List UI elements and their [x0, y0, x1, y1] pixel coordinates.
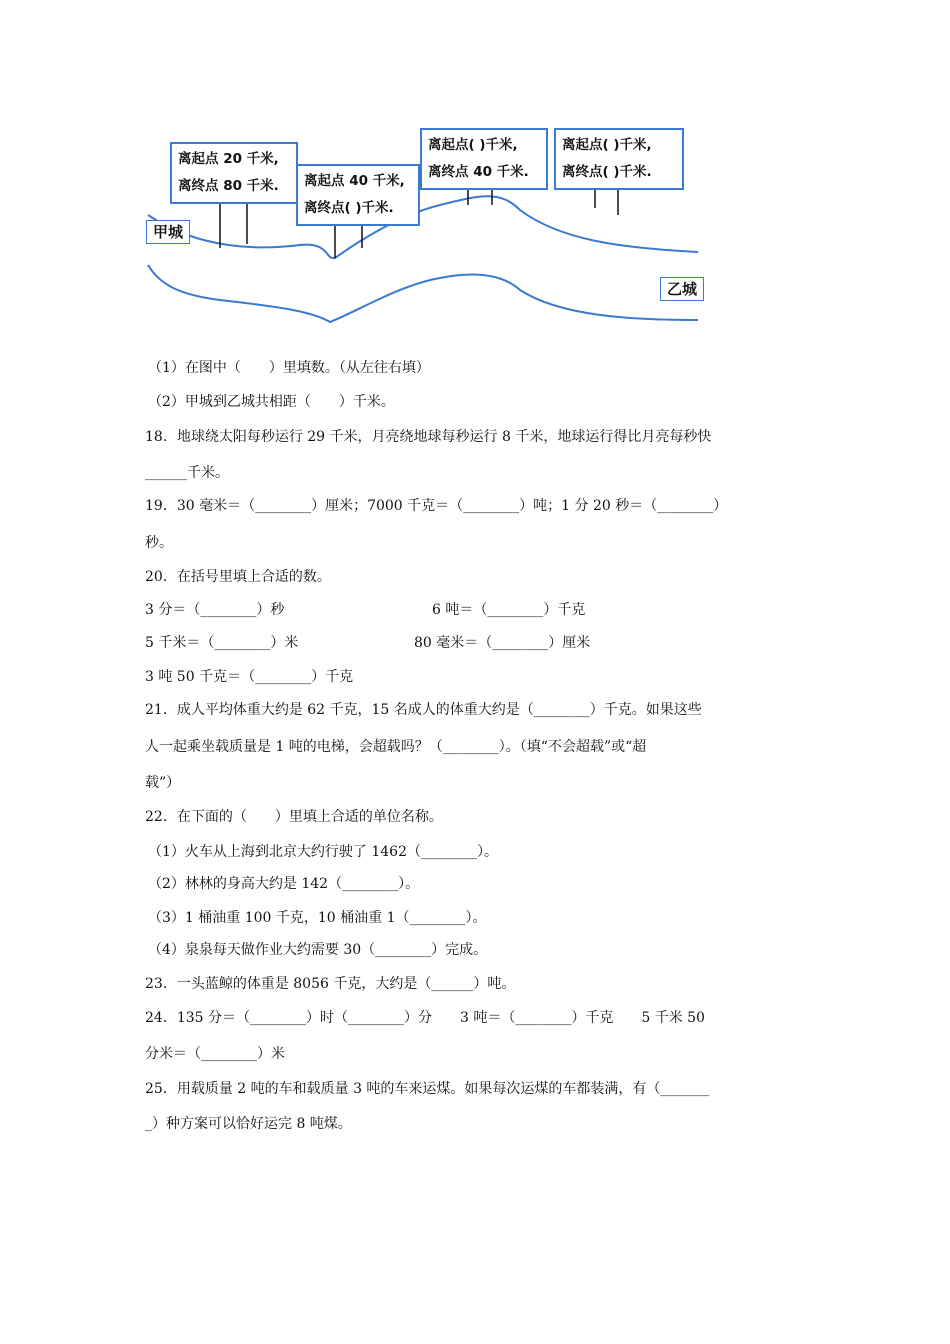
- question-19-line-1: 19．30 毫米＝（________）厘米；7000 千克＝（________）吨；1 分 20 秒＝（________）: [145, 498, 728, 514]
- question-20-item-4: 80 毫米＝（________）厘米: [414, 635, 591, 651]
- question-21-line-1: 21．成人平均体重大约是 62 千克，15 名成人的体重大约是（________）千克。如果这些: [145, 702, 702, 718]
- question-25-line-2: _）种方案可以恰好运完 8 吨煤。: [145, 1116, 352, 1132]
- question-24-line-1: 24．135 分＝（________）时（________）分 3 吨＝（________）千克 5 千米 50: [145, 1010, 705, 1026]
- sign-4-line-1: 离起点( )千米,: [562, 137, 652, 153]
- sign-2-line-1: 离起点 40 千米,: [304, 173, 405, 189]
- question-17-part-1: （1）在图中（ ）里填数。（从左往右填）: [148, 360, 430, 376]
- city-start-label: 甲城: [146, 220, 190, 244]
- city-end-label: 乙城: [660, 277, 704, 301]
- question-21-line-2: 人一起乘坐载质量是 1 吨的电梯，会超载吗？（________）。（填“不会超载”或“超: [145, 739, 647, 755]
- question-22-heading: 22．在下面的（ ）里填上合适的单位名称。: [145, 809, 443, 825]
- road-lower-edge: [148, 265, 698, 322]
- sign-1-line-1: 离起点 20 千米,: [178, 151, 279, 167]
- question-22-item-2: （2）林林的身高大约是 142（________）。: [148, 876, 420, 892]
- question-20-heading: 20．在括号里填上合适的数。: [145, 569, 331, 585]
- question-25-line-1: 25．用载质量 2 吨的车和载质量 3 吨的车来运煤。如果每次运煤的车都装满，有（_______: [145, 1081, 710, 1097]
- sign-2-line-2: 离终点( )千米.: [304, 200, 394, 216]
- sign-3: [420, 128, 548, 190]
- question-20-item-5: 3 吨 50 千克＝（________）千克: [145, 669, 354, 685]
- question-23: 23．一头蓝鲸的体重是 8056 千克，大约是（______）吨。: [145, 976, 516, 992]
- question-24-line-2: 分米＝（________）米: [145, 1046, 285, 1062]
- question-20-item-3: 5 千米＝（________）米: [145, 635, 299, 651]
- question-22-item-3: （3）1 桶油重 100 千克，10 桶油重 1（________）。: [148, 910, 487, 926]
- question-20-item-2: 6 吨＝（________）千克: [432, 602, 586, 618]
- question-21-line-3: 载”）: [145, 775, 181, 791]
- sign-4-line-2: 离终点( )千米.: [562, 164, 652, 180]
- question-19-line-2: 秒。: [145, 535, 173, 551]
- question-22-item-1: （1）火车从上海到北京大约行驶了 1462（________）。: [148, 844, 498, 860]
- road-diagram: [140, 120, 710, 335]
- sign-1: [170, 142, 298, 204]
- question-17-part-2: （2）甲城到乙城共相距（ ）千米。: [148, 394, 395, 410]
- sign-4: [554, 128, 684, 190]
- sign-2: [296, 164, 420, 226]
- sign-3-line-1: 离起点( )千米,: [428, 137, 518, 153]
- road-upper-edge: [148, 196, 698, 258]
- question-22-item-4: （4）泉泉每天做作业大约需要 30（________）完成。: [148, 942, 488, 958]
- sign-3-line-2: 离终点 40 千米.: [428, 164, 529, 180]
- question-18-line-2: ______千米。: [145, 465, 229, 481]
- question-20-item-1: 3 分＝（________）秒: [145, 602, 285, 618]
- sign-1-line-2: 离终点 80 千米.: [178, 178, 279, 194]
- question-18-line-1: 18．地球绕太阳每秒运行 29 千米，月亮绕地球每秒运行 8 千米，地球运行得比月亮每秒快: [145, 429, 712, 445]
